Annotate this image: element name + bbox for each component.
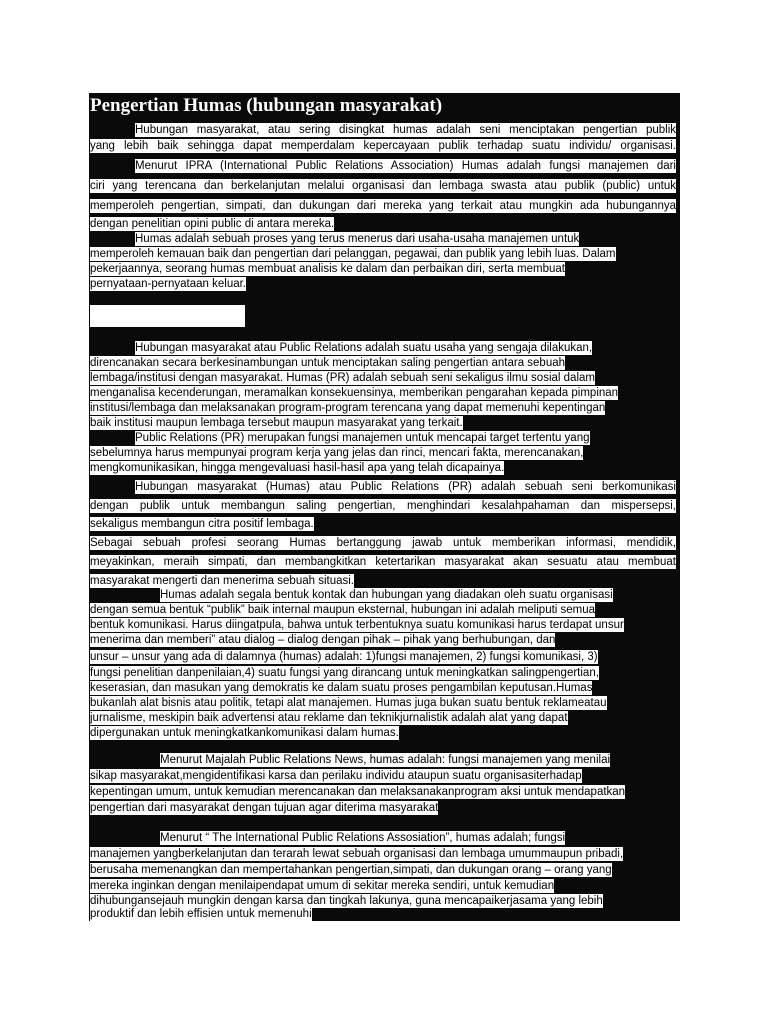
- text-line: sebelumnya harus mempunyai program kerja yang jelas dan rinci, mencari fakta, merencanakan,: [90, 447, 584, 459]
- text-line: memperoleh kemauan baik dan pengertian dari pelanggan, pegawai, dan publik yang lebih luas. Dalam: [90, 248, 616, 260]
- text-line: institusi/lembaga dan melaksanakan program-program terencana yang dapat memenuhi kepentingan: [90, 402, 606, 414]
- text-line: manajemen yangberkelanjutan dan terarah lewat sebuah organisasi dan lembaga umummaupun pribadi,: [90, 848, 624, 860]
- text-line: Hubungan masyarakat atau Public Relations adalah suatu usaha yang sengaja dilakukan,: [135, 342, 593, 354]
- text-line: bentuk komunikasi. Harus diingatpula, bahwa untuk terbentuknya suatu komunikasi harus terdapat unsur: [90, 619, 624, 631]
- text-line: Hubungan masyarakat (Humas) atau Public Relations (PR) adalah sebuah seni berkomunikasi: [135, 481, 676, 493]
- text-line: fungsi penelitian danpenilaian,4) suatu fungsi yang dirancang untuk meningkatkan salingpengertian,: [90, 667, 599, 679]
- text-line: jurnalisme, meskipin baik advertensi atau reklame dan teknikjurnalistik adalah alat yang dapat: [90, 712, 568, 724]
- text-line: sekaligus membangun citra positif lembaga.: [90, 518, 314, 530]
- text-line: dengan penelitian opini public di antara mereka.: [90, 218, 335, 230]
- text-line: ciri yang terencana dan berkelanjutan melalui organisasi dan lembaga swasta atau publik (public) untuk: [90, 180, 676, 192]
- text-line: Humas adalah sebuah proses yang terus menerus dari usaha-usaha manajemen untuk: [135, 233, 580, 245]
- text-line: produktif dan lebih effisien untuk memenuhi: [90, 908, 312, 920]
- text-line: baik institusi maupun lembaga tersebut maupun masyarakat yang terkait.: [90, 417, 463, 429]
- document-page: [89, 93, 680, 921]
- text-line: menganalisa kecenderungan, meramalkan konsekuensinya, memberikan pengarahan kepada pimpinan: [90, 387, 619, 399]
- text-line: direncanakan secara berkesinambungan untuk menciptakan saling pengertian antara sebuah: [90, 357, 566, 369]
- text-line: meyakinkan, meraih simpati, dan membangkitkan ketertarikan masyarakat akan sesuatu atau membuat: [90, 556, 676, 568]
- text-line: Hubungan masyarakat, atau sering disingkat humas adalah seni menciptakan pengertian publik: [135, 124, 676, 136]
- text-line: bukanlah alat bisnis atau politik, tetapi alat manajemen. Humas juga bukan suatu bentuk reklameatau: [90, 697, 607, 709]
- text-line: dipergunakan untuk meningkatkankomunikasi dalam humas.: [90, 727, 399, 739]
- text-line: unsur – unsur yang ada di dalamnya (humas) adalah: 1)fungsi manajemen, 2) fungsi komunikasi, 3): [90, 651, 598, 663]
- document-title: Pengertian Humas (hubungan masyarakat): [90, 95, 443, 116]
- text-line: kepentingan umum, untuk kemudian merencanakan dan melaksanakanprogram aksi untuk mendapatkan: [90, 786, 626, 798]
- text-line: dengan publik untuk membangun saling pengertian, menghindari kesalahpahaman dan mispersepsi,: [90, 500, 676, 512]
- text-line: mengkomunikasikan, hingga mengevaluasi hasil-hasil apa yang telah dicapainya.: [90, 462, 505, 474]
- text-line: mereka inginkan dengan menilaipendapat umum di sekitar mereka sendiri, untuk kemudian: [90, 880, 555, 892]
- text-line: lembaga/institusi dengan masyarakat. Humas (PR) adalah sebuah seni sekaligus ilmu sosial dalam: [90, 372, 595, 384]
- text-line: Humas adalah segala bentuk kontak dan hubungan yang diadakan oleh suatu organisasi: [160, 589, 613, 601]
- text-line: Menurut Majalah Public Relations News, humas adalah: fungsi manajemen yang menilai: [160, 754, 611, 766]
- blank-heading-box: [90, 305, 245, 327]
- text-line: yang lebih baik sehingga dapat memperdalam kepercayaan publik terhadap suatu individu/ organisasi.: [90, 140, 676, 152]
- text-line: sikap masyarakat,mengidentifikasi karsa dan perilaku individu ataupun suatu organisasiterhadap: [90, 770, 582, 782]
- text-line: dengan semua bentuk “publik” baik internal maupun eksternal, hubungan ini adalah meliputi semua: [90, 604, 596, 616]
- text-line: memperoleh pengertian, simpati, dan dukungan dari mereka yang terkait atau mungkin ada hubungannya: [90, 200, 676, 212]
- text-line: pernyataan-pernyataan keluar.: [90, 278, 246, 290]
- text-line: Public Relations (PR) merupakan fungsi manajemen untuk mencapai target tertentu yang: [135, 432, 590, 444]
- text-line: pengertian dari masyarakat dengan tujuan agar diterima masyarakat: [90, 802, 439, 814]
- text-line: Menurut IPRA (International Public Relations Association) Humas adalah fungsi manajemen dari: [135, 160, 676, 172]
- text-line: masyarakat mengerti dan menerima sebuah situasi.: [90, 575, 354, 587]
- text-line: Menurut “ The International Public Relations Assosiation”, humas adalah; fungsi: [160, 832, 566, 844]
- text-line: pekerjaannya, seorang humas membuat analisis ke dalam dan perbaikan diri, serta membuat: [90, 263, 565, 275]
- text-line: Sebagai sebuah profesi seorang Humas bertanggung jawab untuk memberikan informasi, mendidik,: [90, 537, 676, 549]
- text-line: berusaha memenangkan dan mempertahankan pengertian,simpati, dan dukungan orang – orang yang: [90, 864, 612, 876]
- text-line: dihubungansejauh mungkin dengan karsa dan tingkah lakunya, guna mencapaikerjasama yang lebih: [90, 895, 603, 907]
- text-line: menerima dan memberi” atau dialog – dialog dengan pihak – pihak yang berhubungan, dan: [90, 634, 556, 646]
- text-line: keserasian, dan masukan yang demokratis ke dalam suatu proses pengambilan keputusan.Humas: [90, 682, 593, 694]
